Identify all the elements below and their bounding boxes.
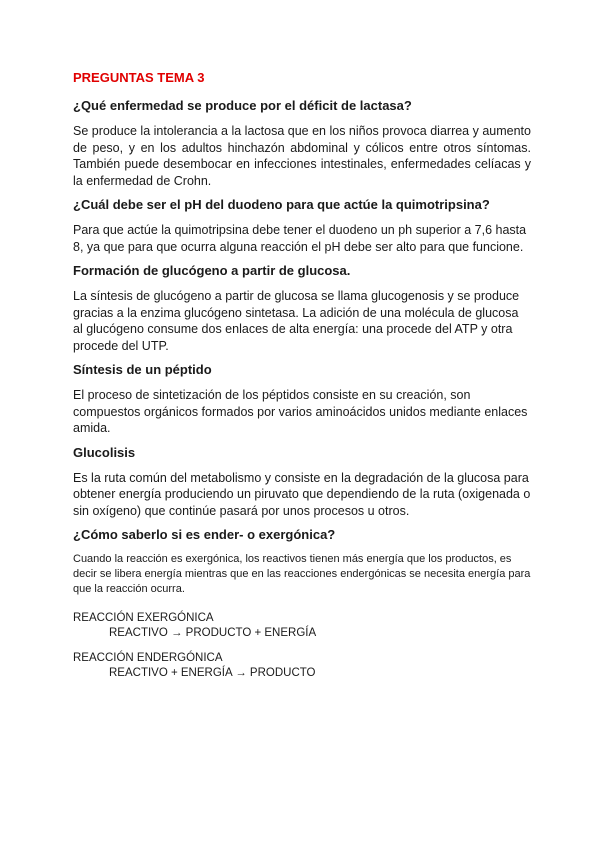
- reaction-equation: REACTIVO + ENERGÍA → PRODUCTO: [109, 667, 316, 679]
- question-heading: Glucolisis: [73, 444, 136, 460]
- document-page: [73, 70, 531, 691]
- reaction-label: REACCIÓN EXERGÓNICA: [73, 612, 214, 624]
- reaction-block: [73, 611, 531, 641]
- answer-paragraph: Se produce la intolerancia a la lactosa que en los niños provoca diarrea y aumento de peso, y en los adultos hinchazón abdominal y cólicos entre otros síntomas. También puede desembocar en infecciones intestinales, enfermedades celíacas y la enfermedad de Crohn.: [73, 124, 531, 188]
- answer-paragraph: Es la ruta común del metabolismo y consiste en la degradación de la glucosa para obtener energía produciendo un piruvato que dependiendo de la ruta (oxigenada o sin oxígeno) que continúe pasará por unos procesos u otros.: [73, 470, 531, 518]
- document-title: PREGUNTAS TEMA 3: [73, 70, 205, 85]
- question-heading: ¿Qué enfermedad se produce por el déficit de lactasa?: [73, 98, 412, 113]
- question-heading: Síntesis de un péptido: [73, 362, 212, 377]
- reaction-block: [73, 651, 531, 681]
- question-heading: ¿Cómo saberlo si es ender- o exergónica?: [73, 527, 336, 542]
- reaction-label: REACCIÓN ENDERGÓNICA: [73, 652, 223, 664]
- answer-paragraph: La síntesis de glucógeno a partir de glucosa se llama glucogenosis y se produce gracias a la enzima glucógeno sintetasa. La adición de una molécula de glucosa al glucógeno consume dos enlaces de alta energía: una procede del ATP y otra procede del UTP.: [73, 289, 520, 353]
- answer-paragraph: Para que actúe la quimotripsina debe tener el duodeno un ph superior a 7,6 hasta 8, ya que para que ocurra alguna reacción el pH debe ser alto para que funcione.: [73, 223, 527, 254]
- question-heading: ¿Cuál debe ser el pH del duodeno para que actúe la quimotripsina?: [73, 197, 490, 212]
- answer-paragraph: El proceso de sintetización de los péptidos consiste en su creación, son compuestos orgánicos formados por varios aminoácidos unidos mediante enlaces amida.: [73, 388, 528, 435]
- answer-paragraph: Cuando la reacción es exergónica, los reactivos tienen más energía que los productos, es decir se libera energía mientras que en las reacciones endergónicas se necesita energía para que la reacción ocurra.: [73, 553, 531, 595]
- reaction-equation: REACTIVO → PRODUCTO + ENERGÍA: [109, 627, 317, 639]
- question-heading: Formación de glucógeno a partir de glucosa.: [73, 263, 351, 278]
